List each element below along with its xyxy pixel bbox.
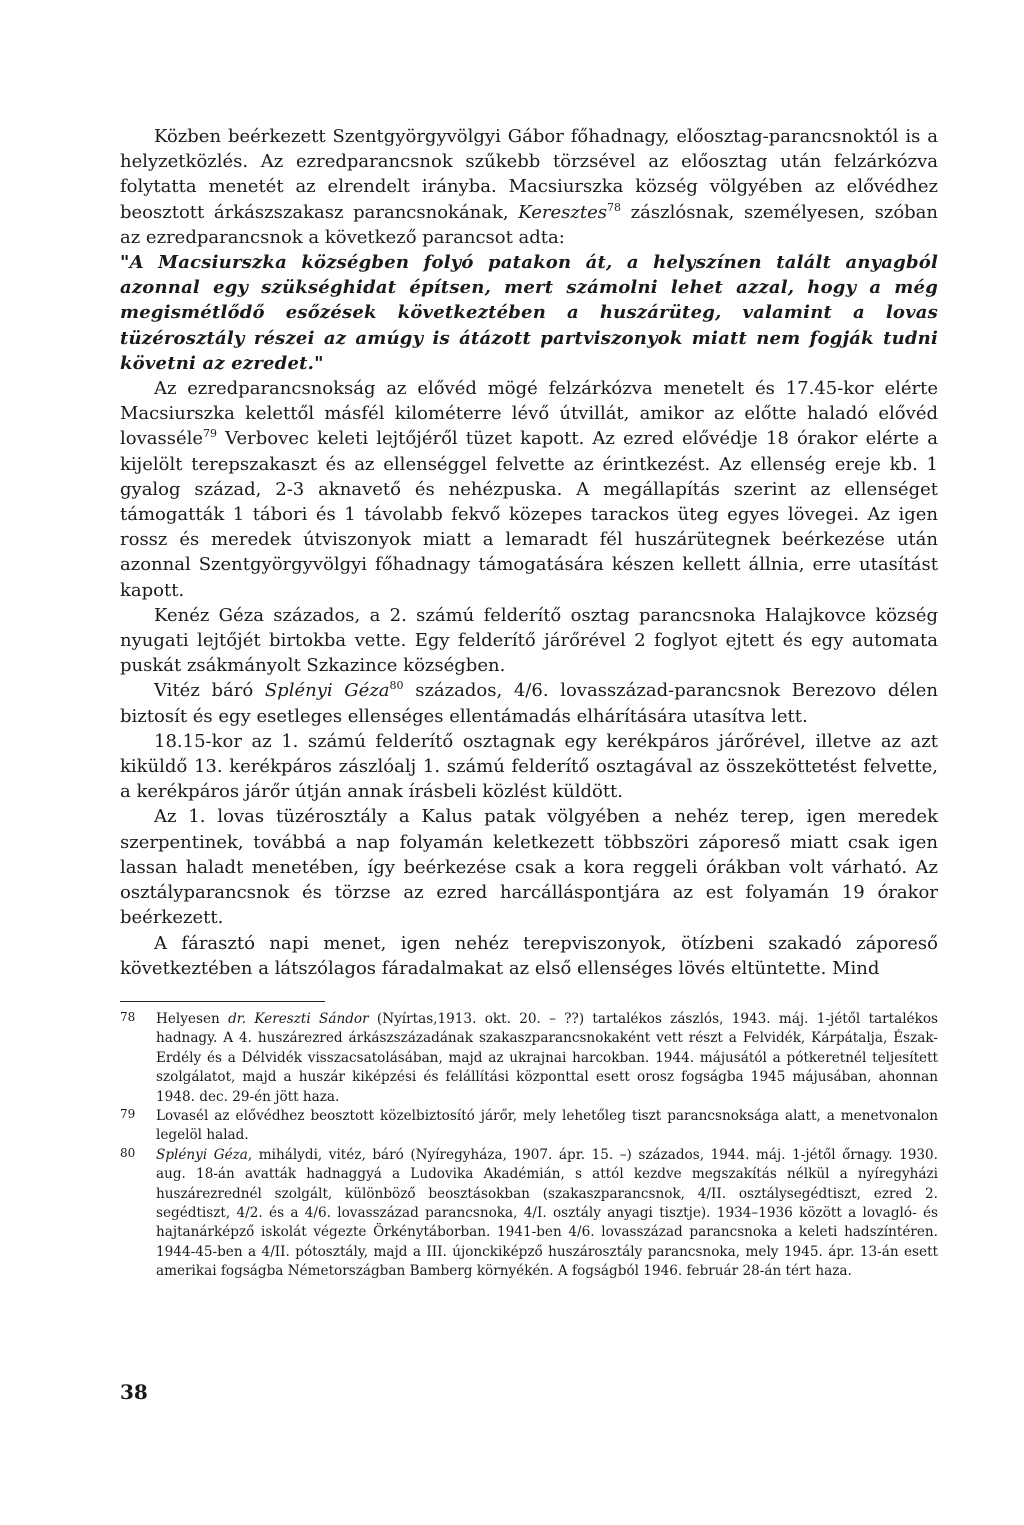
page-content — [120, 124, 938, 1282]
text-run: zászlósnak, személyesen, szóban az ezredparancsnok a következő parancsot adta: — [120, 201, 939, 248]
page-number: 38 — [120, 1380, 148, 1404]
paragraph: 18.15-kor az 1. számú felderítő osztagnak egy kerékpáros járőrével, illetve az azt kiküldő 13. kerékpáros zászlóalj 1. számú felderítő osztagával az összeköttetést felvette, a kerékpáros járőr útján annak írásbeli közlést küldött. — [120, 730, 938, 803]
paragraph — [120, 124, 938, 250]
footnote-number: 80 — [120, 1145, 136, 1160]
text-run: Verbovec keleti lejtőjéről tüzet kapott. Az ezred elővédje 18 órakor elérte a kijelölt terepszakaszt és az ellenséggel felvette az érintkezést. Az ellenség ereje kb. 1 gyalog század, 2-3 aknavető és nehézpuska. A megállapítás szerint az ellenséget támogatták 1 tábori és 1 távolabb fekvő közepes tarackos üteg egyes lövegei. Az igen rossz és meredek útviszonyok miatt a lemaradt fél huszárütegnek beérkezése után azonnal Szentgyörgyvölgyi főhadnagy támogatására készen kellett állnia, erre utasítást kapott. — [120, 428, 938, 601]
text-run: százados, 4/6. lovasszázad-parancsnok Berezovo délen biztosít és egy esetleges ellenséges ellentámadás elhárítására utasítva lett. — [120, 680, 939, 727]
name-italic: Keresztes — [518, 201, 608, 223]
text-run: Lovasél az elővédhez beosztott közelbiztosító járőr, mely lehetőleg tiszt parancsnoksága alatt, a menetvonalon legelöl halad. — [156, 1107, 938, 1144]
text-run: Az ezredparancsnokság az elővéd mögé felzárkózva menetelt és 17.45-kor elérte Macsiurszka kelettől másfél kilométerre lévő útvillát, amikor az előtte haladó elővéd lovasséle — [120, 378, 938, 450]
footnote — [120, 1107, 938, 1146]
footnote-ref: 78 — [607, 200, 622, 214]
paragraph: Az 1. lovas tüzérosztály a Kalus patak völgyében a nehéz terep, igen meredek szerpentinek, továbbá a nap folyamán keletkezett többszöri záporeső miatt csak igen lassan haladt menetében, így beérkezése csak a kora reggeli órákban volt várható. Az osztályparancsnok és törzse az ezred harcálláspontjára az est folyamán 19 órakor beérkezett. — [120, 806, 938, 929]
footnote-ref: 80 — [389, 679, 404, 693]
name-italic: Splényi Géza — [156, 1146, 248, 1163]
footnote-text — [156, 1146, 938, 1282]
paragraph: Kenéz Géza százados, a 2. számú felderítő osztag parancsnoka Halajkovce község nyugati lejtőjét birtokba vette. Egy felderítő járőrével 2 foglyot ejtett és egy automata puskát zsákmányolt Szkazince községben. — [120, 604, 938, 677]
footnotes — [120, 1010, 938, 1282]
footnote — [120, 1146, 938, 1282]
text-run: Vitéz báró — [154, 680, 265, 702]
paragraph: A fárasztó napi menet, igen nehéz terepviszonyok, ötízbeni szakadó záporeső következtében a látszólagos fáradalmakat az első ellenséges lövés eltüntette. Mind — [120, 932, 938, 979]
text-run: (Nyírtas,1913. okt. 20. – ??) tartalékos zászlós, 1943. máj. 1-jétől tartalékos hadnagy. A 4. huszárezred árkászszázadának szakaszparancsnokaként vett részt a Felvidék, Kárpátalja, Észak-Erdély és a Délvidék visszacsatolásában, majd az ukrajnai harcokban. 1944. májusától a pótkeretnél teljesített szolgálatot, majd a huszár kiképzési és felállítási központtal esett orosz fogságba 1945 májusában, ahonnan 1948. dec. 29-én jött haza. — [156, 1010, 938, 1105]
body-text — [120, 124, 938, 981]
footnote-number: 79 — [120, 1106, 136, 1121]
footnote-ref: 79 — [203, 427, 218, 441]
footnote-text — [156, 1107, 938, 1146]
footnote-divider — [120, 1001, 325, 1002]
paragraph — [120, 376, 938, 603]
paragraph — [120, 678, 938, 728]
text-run: Helyesen — [156, 1010, 229, 1027]
footnote — [120, 1010, 938, 1107]
footnote-text — [156, 1010, 938, 1107]
name-italic: dr. Kereszti Sándor — [228, 1010, 369, 1027]
order-quote: "A Macsiurszka községben folyó patakon át, a helyszínen talált anyagból azonnal egy szükséghidat építsen, mert számolni lehet azzal, hogy a még megismétlődő esőzések következtében a huszárüteg, valamint a lovas tüzérosztály részei az amúgy is átázott partviszonyok miatt nem fogják tudni követni az ezredet." — [120, 252, 938, 374]
text-run: Közben beérkezett Szentgyörgyvölgyi Gábor főhadnagy, előosztag-parancsnoktól is a helyzetközlés. Az ezredparancsnok szűkebb törzsével az előosztag után felzárkózva folytatta menetét az elrendelt irányba. Macsiurszka község völgyében az elővédhez beosztott árkászszakasz parancsnokának, — [120, 126, 938, 223]
name-italic: Splényi Géza — [264, 680, 390, 702]
footnote-number: 78 — [120, 1009, 136, 1024]
text-run: , mihálydi, vitéz, báró (Nyíregyháza, 1907. ápr. 15. –) százados, 1944. máj. 1-jétől őrnagy. 1930. aug. 18-án avatták hadnaggyá a Ludovika Akadémián, s attól kezdve megszakítás nélkül a nyíregyházi huszárezrednél szolgált, különböző beosztásokban (szakaszparancsnok, 4/II. osztálysegédtiszt, ezred 2. segédtiszt, 4/2. és a 4/6. lovasszázad parancsnoka, 4/I. osztály anyagi tisztje). 1934–1936 között a lovagló- és hajtanárképző iskolát végezte Örkénytáborban. 1941-ben 4/6. lovasszázad parancsnoka a keleti hadszíntéren. 1944-45-ben a 4/II. pótosztály, majd a III. újonckiképző huszárosztály parancsnoka, mely 1945. ápr. 13-án esett amerikai fogságba Németországban Bamberg környékén. A fogságból 1946. február 28-án tért haza. — [156, 1146, 938, 1280]
